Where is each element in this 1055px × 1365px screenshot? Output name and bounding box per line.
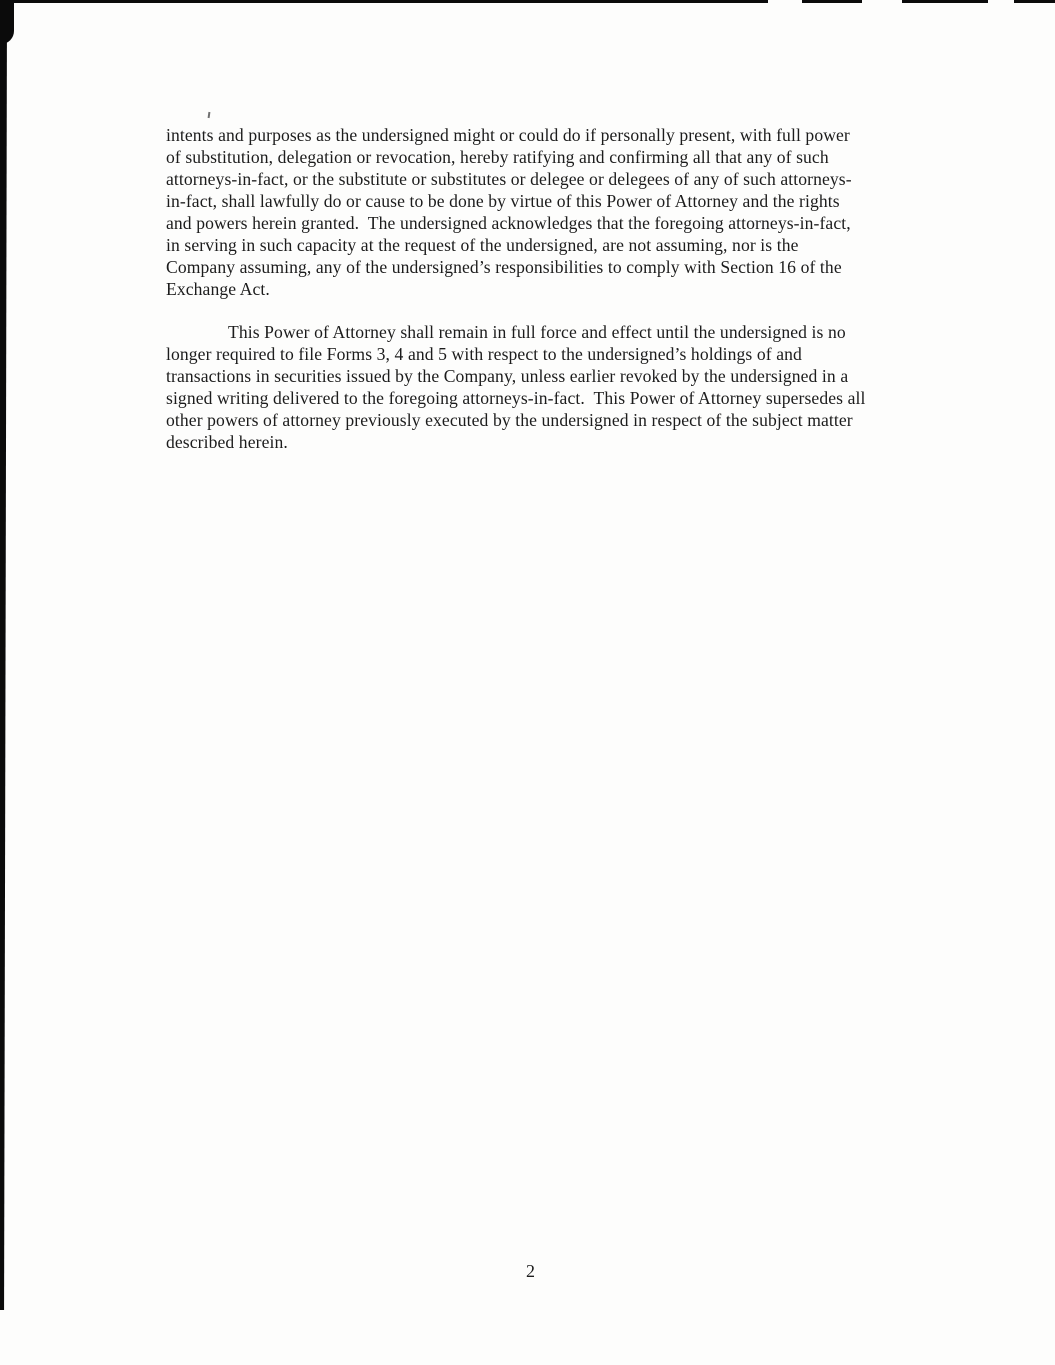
document-line: intents and purposes as the undersigned might or could do if personally present, with full power bbox=[166, 125, 850, 145]
document-line: Company assuming, any of the undersigned’s responsibilities to comply with Section 16 of the bbox=[166, 257, 842, 277]
paragraph-2 bbox=[166, 321, 926, 453]
scan-noise-speck bbox=[208, 112, 211, 118]
document-line: attorneys-in-fact, or the substitute or substitutes or delegee or delegees of any of such attorneys- bbox=[166, 169, 852, 189]
paragraph-1 bbox=[166, 124, 926, 300]
document-line: in-fact, shall lawfully do or cause to be done by virtue of this Power of Attorney and the rights bbox=[166, 191, 840, 211]
document-line: of substitution, delegation or revocation, hereby ratifying and confirming all that any of such bbox=[166, 147, 829, 167]
document-body bbox=[166, 124, 926, 453]
document-line: This Power of Attorney shall remain in full force and effect until the undersigned is no bbox=[228, 322, 846, 342]
scan-artifact-corner bbox=[0, 0, 14, 44]
document-line: other powers of attorney previously executed by the undersigned in respect of the subject matter bbox=[166, 410, 853, 430]
document-line: in serving in such capacity at the request of the undersigned, are not assuming, nor is the bbox=[166, 235, 799, 255]
document-line: and powers herein granted. The undersigned acknowledges that the foregoing attorneys-in-fact, bbox=[166, 213, 851, 233]
scan-artifact-top-edge-gap bbox=[862, 0, 902, 3]
scan-artifact-left-edge bbox=[0, 0, 7, 1310]
scan-artifact-top-edge-gap bbox=[768, 0, 802, 3]
document-line: signed writing delivered to the foregoing attorneys-in-fact. This Power of Attorney supersedes all bbox=[166, 388, 866, 408]
document-line: transactions in securities issued by the Company, unless earlier revoked by the undersigned in a bbox=[166, 366, 849, 386]
document-line: described herein. bbox=[166, 432, 288, 452]
scan-artifact-top-edge-gap bbox=[988, 0, 1014, 3]
page-number: 2 bbox=[526, 1261, 535, 1281]
document-line: Exchange Act. bbox=[166, 279, 270, 299]
document-line: longer required to file Forms 3, 4 and 5 with respect to the undersigned’s holdings of and bbox=[166, 344, 802, 364]
